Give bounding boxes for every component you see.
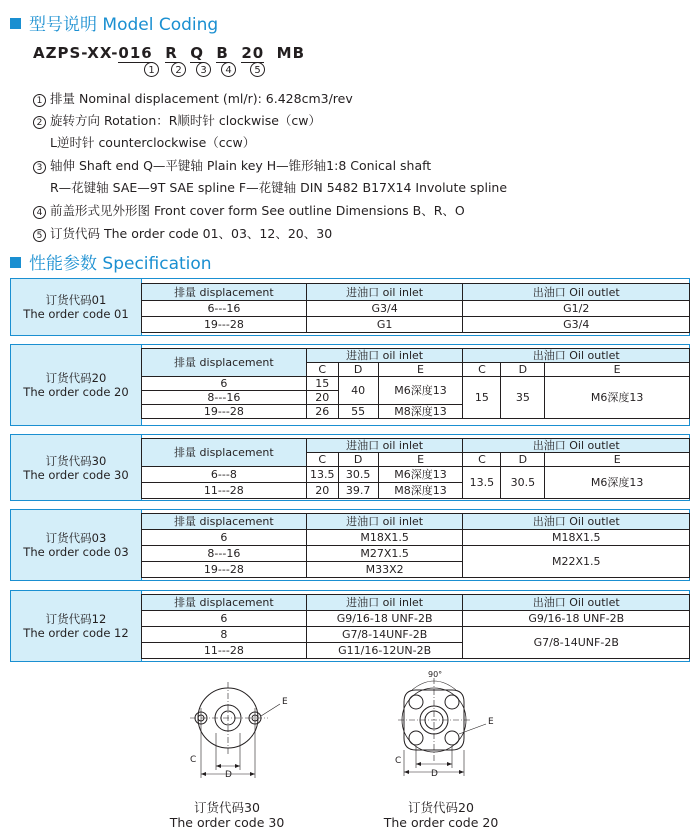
line-text: R—花键轴 SAE—9T SAE spline F—花键轴 DIN 5482 B17X14 Involute spline (50, 180, 508, 195)
table-row (142, 530, 690, 546)
cell: M8深度13 (378, 405, 463, 419)
order-code-label (11, 345, 142, 425)
header-outlet: 出油口 Oil outlet (463, 514, 690, 530)
square-bullet-icon (10, 18, 21, 29)
order-code-label (11, 279, 142, 335)
cell: 30.5 (501, 467, 545, 499)
cell: 11---28 (142, 483, 307, 499)
header-e: E (545, 363, 690, 377)
cell: M6深度13 (545, 467, 690, 499)
header-displacement: 排量 displacement (142, 349, 307, 377)
code-order: 20 (241, 44, 265, 62)
cell: 11---28 (142, 643, 307, 659)
line-text: 排量 Nominal displacement (ml/r): 6.428cm3/rev (50, 91, 353, 106)
code-marker-3: 3 (196, 62, 211, 77)
cell: 19---28 (142, 405, 307, 419)
cell: 8 (142, 627, 307, 643)
cell: M22X1.5 (463, 546, 690, 578)
header-inlet: 进油口 oil inlet (306, 439, 463, 453)
coding-line-1 (33, 89, 353, 107)
order-code-en: The order code 03 (23, 545, 129, 559)
cell: 13.5 (463, 467, 501, 499)
order-code-cn: 订货代码12 (45, 612, 107, 626)
coding-line-5 (33, 224, 332, 242)
line-text: 前盖形式见外形图 Front cover form See outline Dimensions B、R、O (50, 203, 465, 218)
cell: 8---16 (142, 546, 307, 562)
specification-title-text: 性能参数 Specification (29, 254, 212, 274)
cell: 8---16 (142, 391, 307, 405)
code-rotation: R (165, 44, 178, 62)
cell: M6深度13 (378, 377, 463, 405)
table-row (142, 467, 690, 483)
cell: M27X1.5 (306, 546, 463, 562)
order-code-label (11, 591, 142, 661)
line-text: L逆时针 counterclockwise（ccw） (50, 135, 256, 150)
line-number: 5 (33, 229, 46, 242)
line-text: 旋转方向 Rotation：R顺时针 clockwise（cw） (50, 113, 322, 128)
header-inlet: 进油口 oil inlet (306, 514, 463, 530)
cell: 6 (142, 530, 307, 546)
cell: 26 (306, 405, 338, 419)
header-outlet: 出油口 Oil outlet (463, 439, 690, 453)
cell: G7/8-14UNF-2B (306, 627, 463, 643)
header-outlet: 出油口 Oil outlet (463, 349, 690, 363)
table-row (142, 377, 690, 391)
coding-line-3b (50, 178, 507, 196)
dim-e-label: E (282, 697, 288, 707)
line-number: 4 (33, 206, 46, 219)
drawing-30-caption (162, 800, 292, 830)
order-code-en: The order code 12 (23, 626, 129, 640)
header-d: D (501, 363, 545, 377)
cell: 39.7 (338, 483, 378, 499)
caption-en: The order code 20 (383, 815, 499, 830)
order-code-en: The order code 20 (23, 385, 129, 399)
cell: M18X1.5 (463, 530, 690, 546)
coding-line-4 (33, 201, 465, 219)
cell: 19---28 (142, 562, 307, 578)
line-number: 1 (33, 94, 46, 107)
cell: 20 (306, 391, 338, 405)
header-c: C (306, 453, 338, 467)
code-marker-1: 1 (144, 62, 159, 77)
code-marker-2: 2 (171, 62, 186, 77)
header-c: C (463, 363, 501, 377)
coding-line-3 (33, 156, 431, 174)
table-row (142, 301, 690, 317)
coding-line-2b (50, 133, 255, 151)
order-code-en: The order code 30 (23, 467, 129, 482)
cell: 13.5 (306, 467, 338, 483)
caption-en: The order code 30 (169, 815, 285, 830)
cell: 30.5 (338, 467, 378, 483)
dim-e-label: E (488, 717, 494, 727)
square-bullet-icon (10, 257, 21, 268)
code-shaft: Q (190, 44, 204, 62)
model-coding-title-text: 型号说明 Model Coding (29, 15, 219, 35)
code-suffix: MB (276, 44, 306, 62)
cell: G1/2 (463, 301, 690, 317)
code-displacement: 016 (118, 44, 153, 62)
table-row (142, 627, 690, 643)
header-inlet: 进油口 oil inlet (306, 595, 463, 611)
drawing-20-caption (376, 800, 506, 830)
cell: M6深度13 (545, 377, 690, 419)
header-inlet: 进油口 oil inlet (306, 349, 463, 363)
cell: 19---28 (142, 317, 307, 333)
dim-c-label: C (190, 755, 197, 765)
flange-drawing-30 (180, 678, 300, 788)
cell: 55 (338, 405, 378, 419)
header-displacement: 排量 displacement (142, 439, 307, 467)
code-cover: B (216, 44, 229, 62)
cell: G3/4 (463, 317, 690, 333)
header-c: C (463, 453, 501, 467)
specification-title (10, 249, 212, 274)
header-c: C (306, 363, 338, 377)
header-inlet: 进油口 oil inlet (306, 284, 463, 301)
cell: 15 (463, 377, 501, 419)
cell: 6---16 (142, 301, 307, 317)
flange-drawing-20 (390, 668, 510, 786)
line-text: 订货代码 The order code 01、03、12、20、30 (50, 226, 333, 241)
code-marker-4: 4 (221, 62, 236, 77)
cell: G9/16-18 UNF-2B (463, 611, 690, 627)
line-number: 3 (33, 161, 46, 174)
header-e: E (545, 453, 690, 467)
order-code-label (11, 435, 142, 500)
cell: 6 (142, 611, 307, 627)
cell: 15 (306, 377, 338, 391)
line-text: 轴伸 Shaft end Q—平键轴 Plain key H—锥形轴1:8 Conical shaft (50, 158, 432, 173)
cell: G9/16-18 UNF-2B (306, 611, 463, 627)
header-displacement: 排量 displacement (142, 514, 307, 530)
cell: G11/16-12UN-2B (306, 643, 463, 659)
header-outlet: 出油口 Oil outlet (463, 595, 690, 611)
header-displacement: 排量 displacement (142, 595, 307, 611)
header-outlet: 出油口 Oil outlet (463, 284, 690, 301)
spec-table-20 (10, 344, 690, 426)
order-code-label (11, 510, 142, 580)
cell: M6深度13 (378, 467, 463, 483)
header-e: E (378, 363, 463, 377)
table-row (142, 546, 690, 562)
caption-cn: 订货代码20 (408, 800, 474, 815)
header-displacement: 排量 displacement (142, 284, 307, 301)
dim-d-label: D (225, 770, 232, 780)
cell: 40 (338, 377, 378, 405)
cell: M8深度13 (378, 483, 463, 499)
cell: G1 (306, 317, 463, 333)
cell: 6---8 (142, 467, 307, 483)
coding-line-2 (33, 111, 321, 129)
table-row (142, 611, 690, 627)
cell: 20 (306, 483, 338, 499)
dim-c-label: C (395, 756, 402, 766)
table-row (142, 317, 690, 333)
header-d: D (501, 453, 545, 467)
order-code-cn: 订货代码30 (45, 453, 107, 468)
code-prefix: AZPS-XX- (33, 44, 119, 62)
caption-cn: 订货代码30 (194, 800, 260, 815)
cell: 35 (501, 377, 545, 419)
model-coding-title (10, 10, 218, 35)
header-d: D (338, 363, 378, 377)
angle-label: 90° (428, 670, 443, 679)
header-e: E (378, 453, 463, 467)
code-marker-5: 5 (250, 62, 265, 77)
cell: G7/8-14UNF-2B (463, 627, 690, 659)
order-code-cn: 订货代码20 (45, 371, 107, 385)
order-code-en: The order code 01 (23, 307, 129, 321)
spec-table-03 (10, 509, 690, 581)
spec-table-30 (10, 434, 690, 501)
cell: 6 (142, 377, 307, 391)
spec-table-12 (10, 590, 690, 662)
order-code-cn: 订货代码01 (45, 293, 107, 307)
cell: M18X1.5 (306, 530, 463, 546)
cell: M33X2 (306, 562, 463, 578)
line-number: 2 (33, 116, 46, 129)
cell: G3/4 (306, 301, 463, 317)
header-d: D (338, 453, 378, 467)
order-code-cn: 订货代码03 (45, 531, 107, 545)
spec-table-01 (10, 278, 690, 336)
model-code (33, 44, 305, 63)
dim-d-label: D (431, 769, 438, 779)
